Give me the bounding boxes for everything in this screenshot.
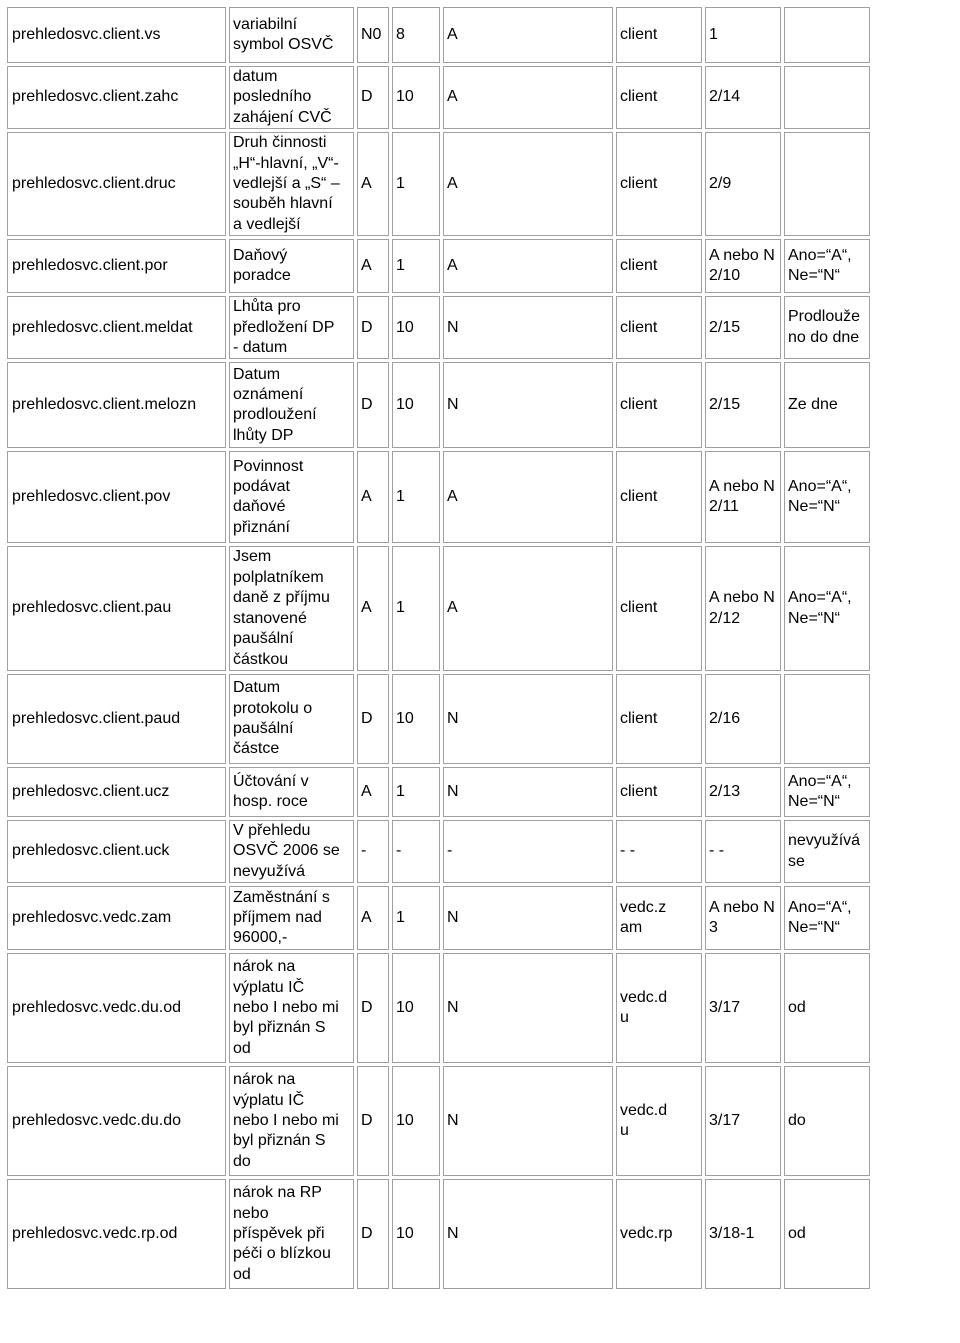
reference-text: A nebo N 2/11 — [709, 478, 775, 516]
length-cell — [392, 674, 440, 764]
field-name-cell — [7, 674, 226, 764]
source-cell — [616, 239, 702, 293]
length-text: 10 — [396, 998, 414, 1016]
table-row — [7, 820, 870, 883]
table-body — [7, 7, 870, 1289]
note-cell — [784, 546, 870, 670]
field-name-cell — [7, 1066, 226, 1176]
reference-cell — [705, 66, 781, 129]
type-cell — [357, 239, 389, 293]
description-cell — [229, 296, 354, 359]
field-name-text: prehledosvc.client.zahc — [12, 88, 179, 106]
type-text: D — [361, 88, 373, 106]
note-text: Ano=“A“, Ne=“N“ — [788, 478, 852, 516]
table-row — [7, 1179, 870, 1289]
required-cell — [443, 953, 613, 1063]
field-name-cell — [7, 239, 226, 293]
length-text: 8 — [396, 25, 405, 43]
table-row — [7, 66, 870, 129]
type-cell — [357, 7, 389, 63]
length-text: 1 — [396, 488, 405, 506]
description-cell — [229, 1066, 354, 1176]
reference-text: 3/17 — [709, 1111, 741, 1129]
source-text: client — [620, 599, 658, 617]
type-text: A — [361, 175, 372, 193]
source-cell — [616, 820, 702, 883]
required-cell — [443, 66, 613, 129]
description-text: nárok na výplatu IČ nebo I nebo mi byl přiznán S od — [233, 958, 339, 1057]
note-text: nevyužívá se — [788, 832, 861, 870]
description-cell — [229, 886, 354, 950]
length-cell — [392, 820, 440, 883]
source-text: client — [620, 396, 658, 414]
source-cell — [616, 1179, 702, 1289]
length-text: 1 — [396, 782, 405, 800]
reference-cell — [705, 362, 781, 448]
description-cell — [229, 7, 354, 63]
table-row — [7, 674, 870, 764]
description-cell — [229, 674, 354, 764]
description-text: Povinnost podávat daňové přiznání — [233, 457, 304, 536]
field-name-cell — [7, 886, 226, 950]
type-text: D — [361, 1111, 373, 1129]
length-cell — [392, 546, 440, 670]
description-text: Datum protokolu o paušální částce — [233, 679, 313, 758]
table-row — [7, 239, 870, 293]
required-text: A — [447, 488, 458, 506]
type-text: D — [361, 998, 373, 1016]
field-name-text: prehledosvc.client.pau — [12, 599, 172, 617]
source-text: client — [620, 488, 658, 506]
field-name-text: prehledosvc.client.vs — [12, 25, 161, 43]
required-cell — [443, 132, 613, 236]
required-text: A — [447, 257, 458, 275]
required-cell — [443, 451, 613, 543]
required-text: N — [447, 908, 459, 926]
reference-cell — [705, 953, 781, 1063]
type-cell — [357, 674, 389, 764]
note-text: Prodlouže no do dne — [788, 308, 861, 346]
length-cell — [392, 1066, 440, 1176]
required-cell — [443, 1066, 613, 1176]
reference-text: - - — [709, 842, 725, 860]
description-text: nárok na RP nebo příspěvek při péči o blízkou od — [233, 1184, 331, 1283]
type-text: D — [361, 396, 373, 414]
description-text: Jsem polplatníkem daně z příjmu stanovené paušální částkou — [233, 548, 330, 668]
type-text: D — [361, 318, 373, 336]
note-cell — [784, 1066, 870, 1176]
type-cell — [357, 767, 389, 817]
required-cell — [443, 674, 613, 764]
type-cell — [357, 546, 389, 670]
note-cell — [784, 362, 870, 448]
length-text: 10 — [396, 709, 414, 727]
field-name-cell — [7, 820, 226, 883]
reference-text: 2/15 — [709, 396, 741, 414]
type-cell — [357, 886, 389, 950]
length-cell — [392, 66, 440, 129]
required-cell — [443, 820, 613, 883]
length-text: 10 — [396, 88, 414, 106]
field-name-text: prehledosvc.client.uck — [12, 842, 170, 860]
description-cell — [229, 1179, 354, 1289]
required-text: N — [447, 998, 459, 1016]
reference-cell — [705, 1066, 781, 1176]
note-cell — [784, 66, 870, 129]
required-text: N — [447, 396, 459, 414]
length-cell — [392, 886, 440, 950]
length-cell — [392, 767, 440, 817]
table-row — [7, 886, 870, 950]
description-text: Účtování v hosp. roce — [233, 772, 309, 810]
reference-text: 3/17 — [709, 998, 741, 1016]
source-cell — [616, 132, 702, 236]
source-text: client — [620, 709, 658, 727]
field-definition-table — [4, 4, 873, 1292]
type-cell — [357, 66, 389, 129]
source-cell — [616, 451, 702, 543]
description-text: Datum oznámení prodloužení lhůty DP — [233, 365, 317, 444]
field-name-text: prehledosvc.client.melozn — [12, 396, 197, 414]
reference-text: 2/13 — [709, 782, 741, 800]
reference-text: 2/9 — [709, 175, 732, 193]
table-row — [7, 451, 870, 543]
description-cell — [229, 953, 354, 1063]
note-text: Ano=“A“, Ne=“N“ — [788, 589, 852, 627]
source-text: client — [620, 318, 658, 336]
note-text: Ano=“A“, Ne=“N“ — [788, 898, 852, 937]
source-cell — [616, 296, 702, 359]
description-cell — [229, 767, 354, 817]
type-text: N0 — [361, 25, 382, 43]
type-text: A — [361, 257, 372, 275]
description-cell — [229, 451, 354, 543]
type-cell — [357, 132, 389, 236]
source-text: client — [620, 175, 658, 193]
field-name-text: prehledosvc.client.paud — [12, 709, 181, 727]
description-cell — [229, 820, 354, 883]
note-cell — [784, 674, 870, 764]
length-text: 1 — [396, 175, 405, 193]
length-cell — [392, 362, 440, 448]
reference-text: 2/16 — [709, 709, 741, 727]
source-text: vedc.d u — [620, 1101, 668, 1140]
length-text: 1 — [396, 908, 405, 926]
table-row — [7, 767, 870, 817]
source-cell — [616, 953, 702, 1063]
reference-cell — [705, 239, 781, 293]
length-text: 10 — [396, 1224, 414, 1242]
field-name-text: prehledosvc.vedc.rp.od — [12, 1224, 178, 1242]
description-text: nárok na výplatu IČ nebo I nebo mi byl přiznán S do — [233, 1071, 339, 1170]
field-name-cell — [7, 546, 226, 670]
table-row — [7, 953, 870, 1063]
source-text: vedc.d u — [620, 988, 668, 1027]
field-name-cell — [7, 7, 226, 63]
required-text: N — [447, 709, 459, 727]
note-text: Ano=“A“, Ne=“N“ — [788, 772, 852, 810]
length-cell — [392, 296, 440, 359]
note-text: Ze dne — [788, 396, 838, 414]
required-text: A — [447, 175, 458, 193]
required-cell — [443, 767, 613, 817]
field-name-text: prehledosvc.vedc.du.do — [12, 1111, 181, 1129]
table-row — [7, 1066, 870, 1176]
length-text: 10 — [396, 396, 414, 414]
source-text: vedc.rp — [620, 1224, 673, 1242]
source-cell — [616, 66, 702, 129]
description-text: V přehledu OSVČ 2006 se nevyužívá — [233, 821, 340, 880]
reference-text: 1 — [709, 25, 718, 43]
reference-cell — [705, 1179, 781, 1289]
required-cell — [443, 362, 613, 448]
required-text: A — [447, 88, 458, 106]
table-row — [7, 362, 870, 448]
length-text: 10 — [396, 1111, 414, 1129]
field-name-cell — [7, 66, 226, 129]
field-name-text: prehledosvc.vedc.du.od — [12, 998, 181, 1016]
length-cell — [392, 239, 440, 293]
reference-text: A nebo N 2/10 — [709, 246, 775, 285]
field-name-text: prehledosvc.client.pov — [12, 488, 171, 506]
description-text: Druh činnosti „H“-hlavní, „V“- vedlejší a „S“ – souběh hlavní a vedlejší — [233, 134, 340, 233]
description-cell — [229, 239, 354, 293]
required-text: - — [447, 842, 453, 860]
source-cell — [616, 674, 702, 764]
note-cell — [784, 1179, 870, 1289]
reference-cell — [705, 296, 781, 359]
note-text: do — [788, 1111, 806, 1129]
type-cell — [357, 1066, 389, 1176]
description-text: datum posledního zahájení CVČ — [233, 68, 332, 126]
field-name-text: prehledosvc.client.por — [12, 257, 168, 275]
type-text: D — [361, 1224, 373, 1242]
type-cell — [357, 296, 389, 359]
type-cell — [357, 953, 389, 1063]
length-cell — [392, 132, 440, 236]
required-text: A — [447, 599, 458, 617]
length-cell — [392, 7, 440, 63]
type-cell — [357, 820, 389, 883]
required-text: N — [447, 318, 459, 336]
table-row — [7, 546, 870, 670]
note-cell — [784, 820, 870, 883]
source-cell — [616, 1066, 702, 1176]
reference-text: 3/18-1 — [709, 1224, 755, 1242]
field-name-text: prehledosvc.client.druc — [12, 175, 176, 193]
table-row — [7, 296, 870, 359]
length-cell — [392, 953, 440, 1063]
required-cell — [443, 296, 613, 359]
note-cell — [784, 953, 870, 1063]
source-text: client — [620, 25, 658, 43]
source-text: client — [620, 257, 658, 275]
type-text: - — [361, 842, 367, 860]
length-cell — [392, 451, 440, 543]
source-text: vedc.z am — [620, 898, 667, 937]
note-text: od — [788, 998, 806, 1016]
required-text: N — [447, 782, 459, 800]
field-name-cell — [7, 1179, 226, 1289]
type-cell — [357, 362, 389, 448]
source-cell — [616, 362, 702, 448]
type-text: A — [361, 908, 372, 926]
source-text: client — [620, 88, 658, 106]
reference-text: 2/15 — [709, 318, 741, 336]
field-name-cell — [7, 953, 226, 1063]
reference-text: 2/14 — [709, 88, 741, 106]
source-cell — [616, 767, 702, 817]
field-name-text: prehledosvc.client.meldat — [12, 318, 193, 336]
note-cell — [784, 767, 870, 817]
reference-cell — [705, 820, 781, 883]
description-cell — [229, 546, 354, 670]
note-cell — [784, 451, 870, 543]
required-cell — [443, 239, 613, 293]
note-text: Ano=“A“, Ne=“N“ — [788, 246, 852, 285]
note-cell — [784, 886, 870, 950]
type-text: A — [361, 782, 372, 800]
source-text: client — [620, 782, 658, 800]
source-cell — [616, 7, 702, 63]
required-cell — [443, 1179, 613, 1289]
reference-cell — [705, 674, 781, 764]
required-text: N — [447, 1111, 459, 1129]
reference-text: A nebo N 2/12 — [709, 589, 775, 627]
type-text: A — [361, 488, 372, 506]
type-cell — [357, 1179, 389, 1289]
length-cell — [392, 1179, 440, 1289]
field-name-cell — [7, 132, 226, 236]
source-cell — [616, 886, 702, 950]
required-text: A — [447, 25, 458, 43]
description-text: variabilní symbol OSVČ — [233, 15, 334, 53]
type-text: A — [361, 599, 372, 617]
table-row — [7, 7, 870, 63]
note-text: od — [788, 1224, 806, 1242]
description-cell — [229, 66, 354, 129]
required-cell — [443, 886, 613, 950]
reference-text: A nebo N 3 — [709, 898, 775, 937]
reference-cell — [705, 767, 781, 817]
description-text: Lhůta pro předložení DP - datum — [233, 298, 335, 357]
reference-cell — [705, 132, 781, 236]
type-text: D — [361, 709, 373, 727]
note-cell — [784, 7, 870, 63]
field-name-text: prehledosvc.client.ucz — [12, 782, 170, 800]
description-cell — [229, 362, 354, 448]
field-name-text: prehledosvc.vedc.zam — [12, 908, 172, 926]
required-cell — [443, 7, 613, 63]
required-text: N — [447, 1224, 459, 1242]
note-cell — [784, 239, 870, 293]
source-cell — [616, 546, 702, 670]
length-text: 10 — [396, 318, 414, 336]
table-row — [7, 132, 870, 236]
reference-cell — [705, 546, 781, 670]
field-name-cell — [7, 362, 226, 448]
reference-cell — [705, 886, 781, 950]
required-cell — [443, 546, 613, 670]
description-cell — [229, 132, 354, 236]
length-text: 1 — [396, 599, 405, 617]
source-text: - - — [620, 842, 636, 860]
type-cell — [357, 451, 389, 543]
note-cell — [784, 296, 870, 359]
reference-cell — [705, 7, 781, 63]
field-name-cell — [7, 767, 226, 817]
length-text: - — [396, 842, 402, 860]
reference-cell — [705, 451, 781, 543]
description-text: Zaměstnání s příjmem nad 96000,- — [233, 888, 330, 947]
description-text: Daňový poradce — [233, 246, 291, 285]
length-text: 1 — [396, 257, 405, 275]
field-name-cell — [7, 296, 226, 359]
note-cell — [784, 132, 870, 236]
field-name-cell — [7, 451, 226, 543]
